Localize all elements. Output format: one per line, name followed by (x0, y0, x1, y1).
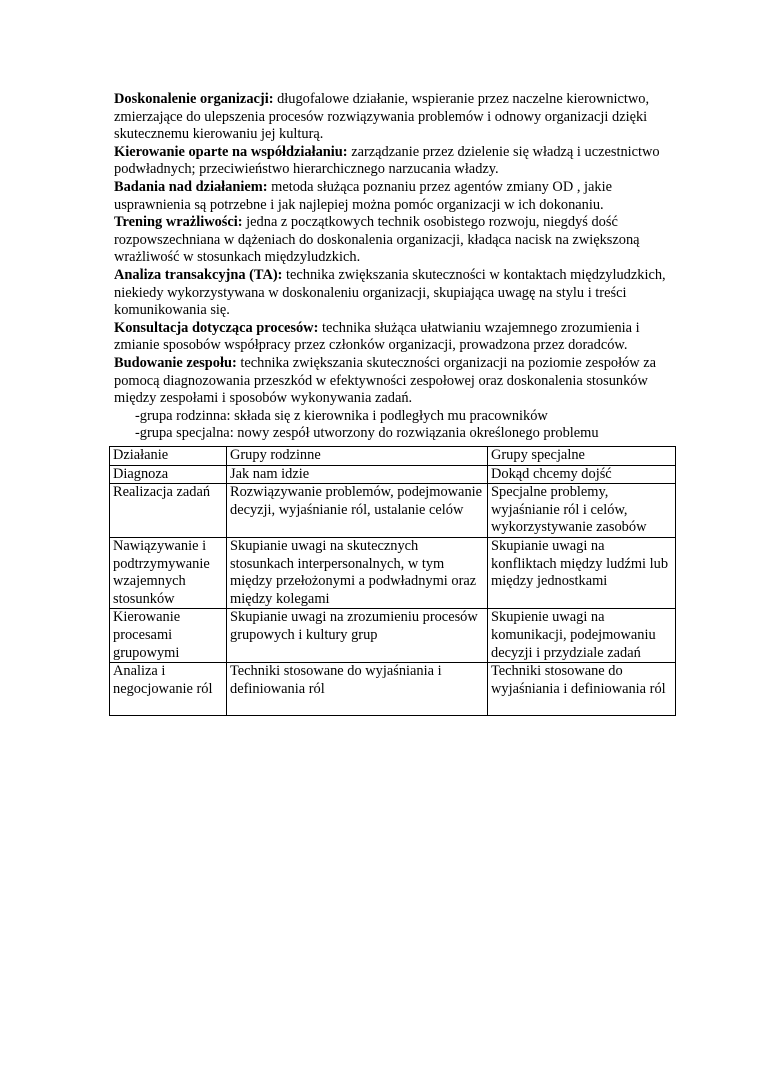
definition-term: Kierowanie oparte na współdziałaniu: (114, 143, 348, 160)
table-cell: Nawiązywanie i podtrzymywanie wzajemnych stosunków (110, 537, 227, 608)
definition-kierowanie-oparte (114, 144, 676, 179)
definition-term: Konsultacja dotycząca procesów: (114, 319, 319, 336)
definition-badania-nad-dzialaniem (114, 179, 676, 214)
definition-konsultacja (114, 320, 676, 355)
table-cell: Skupianie uwagi na skutecznych stosunkach interpersonalnych, w tym między przełożonymi a podwładnymi oraz między kolegami (227, 537, 488, 608)
definition-text: technika zwiększania skuteczności w kontaktach międzyludzkich, niekiedy wykorzystywana w doskonaleniu organizacji, skupiająca uwagę na stylu i treści komunikowania się. (114, 266, 666, 319)
table-cell: Techniki stosowane do wyjaśniania i definiowania ról (227, 663, 488, 716)
table-cell: Skupianie uwagi na konfliktach między ludźmi lub między jednostkami (488, 537, 676, 608)
table-cell: Kierowanie procesami grupowymi (110, 609, 227, 663)
table-cell: Realizacja zadań (110, 484, 227, 538)
definition-trening-wrazliwosci (114, 214, 676, 267)
subitem-grupa-rodzinna: -grupa rodzinna: składa się z kierownika i podległych mu pracowników (135, 407, 548, 424)
header-cell: Grupy specjalne (488, 447, 676, 466)
comparison-table (109, 446, 676, 716)
table-cell: Skupianie uwagi na zrozumieniu procesów grupowych i kultury grup (227, 609, 488, 663)
definition-term: Doskonalenie organizacji: (114, 91, 274, 107)
table-cell: Diagnoza (110, 465, 227, 484)
table-row (110, 663, 676, 716)
definition-doskonalenie-organizacji (114, 91, 676, 144)
table-cell: Jak nam idzie (227, 465, 488, 484)
definitions-text (114, 91, 676, 443)
table-cell: Skupienie uwagi na komunikacji, podejmowaniu decyzji i przydziale zadań (488, 609, 676, 663)
definition-text: technika służąca ułatwianiu wzajemnego zrozumienia i zmianie sposobów współpracy przez członków organizacji, prowadzona przez doradców. (114, 319, 640, 354)
table-cell: Specjalne problemy, wyjaśnianie ról i celów, wykorzystywanie zasobów (488, 484, 676, 538)
table-row (110, 537, 676, 608)
table-header-row (110, 447, 676, 466)
definition-term: Trening wrażliwości: (114, 214, 243, 231)
definition-text: zarządzanie przez dzielenie się władzą i uczestnictwo podwładnych; przeciwieństwo hierarchicznego narzucania władzy. (114, 143, 660, 178)
table-cell: Techniki stosowane do wyjaśniania i definiowania ról (488, 663, 676, 716)
definition-term: Budowanie zespołu: (114, 354, 237, 371)
table-row (110, 465, 676, 484)
definition-text: metoda służąca poznaniu przez agentów zmiany OD , jakie usprawnienia są potrzebne i jak najlepiej można pomóc organizacji w ich dokonaniu. (114, 178, 612, 213)
table-cell: Rozwiązywanie problemów, podejmowanie decyzji, wyjaśnianie ról, ustalanie celów (227, 484, 488, 538)
header-cell: Działanie (110, 447, 227, 466)
subitem-grupa-specjalna: -grupa specjalna: nowy zespół utworzony do rozwiązania określonego problemu (135, 425, 599, 442)
table-cell: Dokąd chcemy dojść (488, 465, 676, 484)
definition-term: Analiza transakcyjna (TA): (114, 266, 283, 283)
definition-term: Badania nad działaniem: (114, 178, 268, 195)
table-cell: Analiza i negocjowanie ról (110, 663, 227, 716)
definition-text: jedna z początkowych technik osobistego rozwoju, niegdyś dość rozpowszechniana w dążeniach do doskonalenia organizacji, kładąca nacisk na zwiększoną wrażliwość w stosunkach międzyludzkich. (114, 214, 640, 266)
definition-analiza-transakcyjna (114, 267, 676, 320)
header-cell: Grupy rodzinne (227, 447, 488, 466)
table-row (110, 484, 676, 538)
definition-budowanie-zespolu (114, 355, 676, 408)
table-row (110, 609, 676, 663)
definition-text: długofalowe działanie, wspieranie przez naczelne kierownictwo, zmierzające do ulepszenia procesów rozwiązywania problemów i odnowy organizacji dzięki skutecznemu kierowaniu jej kulturą. (114, 91, 650, 143)
definition-text: technika zwiększania skuteczności organizacji na poziomie zespołów za pomocą diagnozowania przeszkód w efektywności zespołowej oraz doskonalenia stosunków między zespołami i sposobów wykonywania zadań. (114, 354, 657, 407)
